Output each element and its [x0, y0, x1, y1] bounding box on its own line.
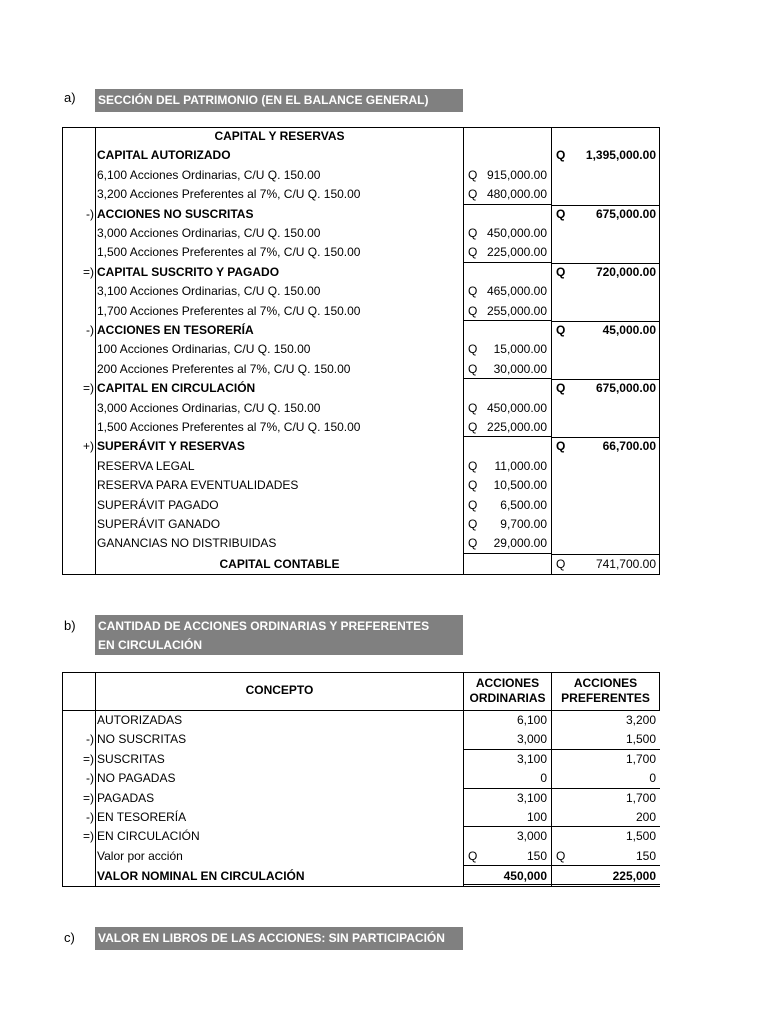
equity-row	[62, 205, 660, 224]
equity-row-amount: 10,500.00	[493, 478, 547, 493]
equity-row-label: 1,500 Acciones Preferentes al 7%, C/U Q. 150.00	[97, 245, 361, 260]
equity-row-operator	[62, 515, 94, 534]
equity-row-label: SUPERÁVIT GANADO	[97, 517, 221, 531]
section-c-label: c)	[64, 930, 75, 945]
equity-row-amount: 15,000.00	[493, 342, 547, 357]
equity-row-total	[552, 496, 656, 515]
equity-row-total: 66,700.00	[602, 439, 656, 454]
equity-row-amount: 255,000.00	[486, 303, 547, 318]
shares-row	[62, 847, 660, 866]
shares-row-operator: =)	[82, 751, 94, 766]
equity-row-currency: Q	[468, 420, 478, 434]
shares-col-ordinarias-line1: ACCIONES	[475, 676, 540, 690]
shares-table	[62, 672, 660, 888]
equity-row	[62, 476, 660, 495]
shares-row	[62, 769, 660, 788]
equity-row-label: 3,000 Acciones Ordinarias, C/U Q. 150.00	[97, 226, 321, 240]
shares-row-preferentes: 0	[649, 771, 656, 786]
equity-row-total	[552, 302, 656, 321]
equity-row-operator	[62, 340, 94, 359]
equity-row-currency: Q	[468, 361, 478, 376]
equity-row-operator: -)	[86, 206, 94, 221]
equity-row	[62, 418, 660, 437]
equity-row-currency: Q	[468, 478, 478, 493]
equity-row	[62, 224, 660, 243]
equity-row-label: 1,500 Acciones Preferentes al 7%, C/U Q. 150.00	[97, 420, 361, 434]
shares-row-ordinarias: 3,100	[516, 751, 547, 766]
equity-row-amount: 480,000.00	[486, 187, 547, 202]
equity-row-total	[552, 243, 656, 262]
shares-row-preferentes: 1,500	[625, 829, 656, 844]
shares-row-operator: -)	[86, 771, 94, 786]
equity-row-total	[552, 457, 656, 476]
equity-row-label: 3,000 Acciones Ordinarias, C/U Q. 150.00	[97, 400, 321, 415]
equity-row	[62, 379, 660, 398]
equity-row-currency: Q	[468, 458, 478, 473]
shares-row-preferentes: 1,500	[625, 732, 656, 747]
shares-row-label: NO PAGADAS	[97, 771, 176, 786]
equity-row	[62, 166, 660, 185]
section-b-label: b)	[64, 618, 76, 633]
equity-row-label: ACCIONES EN TESORERÍA	[97, 323, 254, 337]
equity-row-total-currency: Q	[556, 439, 566, 454]
shares-row	[62, 730, 660, 749]
shares-col-ordinarias	[464, 676, 551, 706]
shares-row-ordinarias: 6,100	[516, 713, 547, 727]
equity-row	[62, 243, 660, 262]
equity-row-currency: Q	[468, 284, 478, 299]
equity-row-currency: Q	[468, 400, 478, 415]
equity-row	[62, 534, 660, 553]
equity-row-amount	[463, 205, 547, 224]
shares-row-label: EN TESORERÍA	[97, 810, 187, 824]
equity-row-total	[552, 476, 656, 495]
equity-row-amount: 225,000.00	[486, 245, 547, 260]
equity-row-total-currency: Q	[556, 148, 566, 163]
equity-total-value: 741,700.00	[595, 556, 656, 571]
equity-row-operator	[62, 243, 94, 262]
equity-row	[62, 263, 660, 282]
equity-row-label: CAPITAL EN CIRCULACIÓN	[97, 381, 256, 396]
shares-row-label: SUSCRITAS	[97, 751, 165, 766]
equity-row-currency: Q	[468, 497, 478, 512]
equity-row	[62, 496, 660, 515]
equity-row-operator: =)	[82, 264, 94, 279]
shares-row-preferentes: 150	[635, 848, 656, 863]
equity-row-operator: +)	[82, 439, 94, 454]
equity-row-operator	[62, 185, 94, 204]
equity-row-total	[552, 360, 656, 379]
equity-row-label: SUPERÁVIT PAGADO	[97, 497, 219, 512]
equity-row-operator	[62, 224, 94, 243]
equity-row-label: SUPERÁVIT Y RESERVAS	[97, 439, 245, 454]
equity-row-total	[552, 340, 656, 359]
shares-row-label: Valor por acción	[97, 848, 183, 863]
shares-row	[62, 789, 660, 808]
section-b-title	[95, 615, 463, 655]
section-a-title: SECCIÓN DEL PATRIMONIO (EN EL BALANCE GENERAL)	[95, 89, 463, 112]
equity-row-total	[552, 418, 656, 437]
shares-row	[62, 827, 660, 846]
equity-row-currency: Q	[468, 167, 478, 182]
shares-row	[62, 750, 660, 769]
equity-row-total	[552, 166, 656, 185]
equity-row-total	[552, 534, 656, 553]
section-c-title: VALOR EN LIBROS DE LAS ACCIONES: SIN PARTICIPACIÓN	[95, 927, 463, 950]
equity-row	[62, 457, 660, 476]
shares-col-preferentes	[552, 676, 659, 706]
equity-row-operator	[62, 166, 94, 185]
equity-row-amount: 6,500.00	[500, 497, 547, 512]
equity-row-operator	[62, 457, 94, 476]
equity-row-operator	[62, 282, 94, 301]
equity-row-amount: 29,000.00	[493, 536, 547, 551]
equity-row	[62, 340, 660, 359]
shares-row-operator	[62, 711, 94, 730]
shares-row-label: NO SUSCRITAS	[97, 732, 187, 747]
equity-row-currency: Q	[468, 226, 478, 240]
equity-row-total	[552, 185, 656, 204]
equity-total-currency: Q	[556, 556, 566, 571]
shares-row-preferentes: 1,700	[625, 751, 656, 766]
equity-table	[62, 127, 660, 575]
equity-row-amount: 450,000.00	[486, 226, 547, 240]
section-a-label: a)	[64, 90, 76, 105]
equity-row-operator	[62, 146, 94, 165]
shares-col-preferentes-line1: ACCIONES	[573, 676, 638, 690]
equity-row-label: 200 Acciones Preferentes al 7%, C/U Q. 150.00	[97, 361, 351, 376]
equity-row	[62, 185, 660, 204]
section-b-title-line2: EN CIRCULACIÓN	[98, 638, 202, 652]
equity-row-currency: Q	[468, 342, 478, 357]
equity-row-operator	[62, 418, 94, 437]
equity-row-total	[552, 515, 656, 534]
equity-row-operator	[62, 496, 94, 515]
shares-row-operator: =)	[82, 829, 94, 844]
shares-row-operator: -)	[86, 732, 94, 747]
equity-row	[62, 399, 660, 418]
equity-row-label: 1,700 Acciones Preferentes al 7%, C/U Q. 150.00	[97, 303, 361, 318]
equity-row-label: 3,200 Acciones Preferentes al 7%, C/U Q. 150.00	[97, 187, 361, 202]
shares-row-ordinarias: 3,000	[516, 732, 547, 747]
equity-row-operator	[62, 534, 94, 553]
equity-row-label: RESERVA PARA EVENTUALIDADES	[97, 478, 299, 493]
shares-total-pref: 225,000	[612, 868, 656, 883]
equity-row-total-currency: Q	[556, 264, 566, 279]
shares-col-preferentes-line2: PREFERENTES	[561, 691, 650, 705]
equity-row-operator: -)	[86, 323, 94, 337]
equity-row-amount: 465,000.00	[486, 284, 547, 299]
equity-row-amount: 30,000.00	[493, 361, 547, 376]
shares-row-operator: -)	[86, 810, 94, 824]
equity-row-currency: Q	[468, 187, 478, 202]
equity-row	[62, 515, 660, 534]
shares-total-row	[62, 867, 660, 886]
equity-row	[62, 321, 660, 340]
shares-row-operator: =)	[82, 790, 94, 805]
equity-row-currency: Q	[468, 303, 478, 318]
equity-row-total	[552, 399, 656, 418]
equity-row-amount	[463, 437, 547, 456]
equity-row	[62, 282, 660, 301]
equity-row-label: GANANCIAS NO DISTRIBUIDAS	[97, 536, 277, 551]
equity-row	[62, 302, 660, 321]
shares-row-preferentes: 200	[635, 810, 656, 824]
shares-row	[62, 711, 660, 730]
equity-row-label: 6,100 Acciones Ordinarias, C/U Q. 150.00	[97, 167, 321, 182]
shares-row-preferentes: 3,200	[625, 713, 656, 727]
section-b-title-line1: CANTIDAD DE ACCIONES ORDINARIAS Y PREFERENTES	[98, 619, 430, 633]
equity-row-total: 45,000.00	[602, 323, 656, 337]
equity-row-total: 675,000.00	[595, 206, 656, 221]
shares-row-currency-ord: Q	[468, 848, 478, 863]
shares-row	[62, 808, 660, 827]
equity-row-operator: =)	[82, 381, 94, 396]
shares-total-label: VALOR NOMINAL EN CIRCULACIÓN	[97, 868, 305, 883]
equity-row-label: 100 Acciones Ordinarias, C/U Q. 150.00	[97, 342, 311, 357]
shares-row-ordinarias: 3,000	[516, 829, 547, 844]
equity-row-total-currency: Q	[556, 206, 566, 221]
equity-row-total: 720,000.00	[595, 264, 656, 279]
equity-total-row	[62, 555, 660, 574]
shares-row-operator	[62, 847, 94, 866]
equity-row-total-currency: Q	[556, 381, 566, 396]
equity-row	[62, 437, 660, 456]
equity-row-label: CAPITAL SUSCRITO Y PAGADO	[97, 264, 280, 279]
equity-row-total-currency: Q	[556, 323, 566, 337]
equity-row-label: ACCIONES NO SUSCRITAS	[97, 206, 254, 221]
equity-row-operator	[62, 302, 94, 321]
equity-row-operator	[62, 360, 94, 379]
shares-row-preferentes: 1,700	[625, 790, 656, 805]
equity-row-amount	[463, 263, 547, 282]
equity-row-amount	[463, 146, 547, 165]
equity-row-label: RESERVA LEGAL	[97, 458, 195, 473]
shares-row-label: PAGADAS	[97, 790, 155, 805]
equity-row-amount	[463, 321, 547, 340]
equity-row-operator	[62, 399, 94, 418]
equity-total-label: CAPITAL CONTABLE	[219, 556, 340, 571]
equity-row-total: 1,395,000.00	[585, 148, 656, 163]
equity-row-label: CAPITAL AUTORIZADO	[97, 148, 231, 163]
equity-row-total	[552, 282, 656, 301]
equity-row-currency: Q	[468, 536, 478, 551]
equity-row-amount: 915,000.00	[486, 167, 547, 182]
shares-col-concepto: CONCEPTO	[245, 683, 314, 697]
equity-row-label: 3,100 Acciones Ordinarias, C/U Q. 150.00	[97, 284, 321, 299]
equity-row-currency: Q	[468, 245, 478, 260]
equity-row-amount: 225,000.00	[486, 420, 547, 434]
equity-table-header: CAPITAL Y RESERVAS	[214, 129, 345, 143]
equity-row-total	[552, 224, 656, 243]
equity-row-amount	[463, 379, 547, 398]
equity-row-amount: 11,000.00	[494, 458, 547, 473]
shares-row-ordinarias: 0	[540, 771, 547, 786]
shares-row-ordinarias: 150	[526, 848, 547, 863]
equity-row-currency: Q	[468, 517, 478, 531]
equity-row-amount: 9,700.00	[500, 517, 547, 531]
equity-row-amount: 450,000.00	[486, 400, 547, 415]
equity-row	[62, 360, 660, 379]
shares-row-ordinarias: 100	[526, 810, 547, 824]
shares-row-ordinarias: 3,100	[516, 790, 547, 805]
shares-row-currency-pref: Q	[556, 848, 566, 863]
equity-row-total: 675,000.00	[595, 381, 656, 396]
shares-row-label: AUTORIZADAS	[97, 713, 183, 727]
shares-row-label: EN CIRCULACIÓN	[97, 829, 200, 844]
equity-row	[62, 146, 660, 165]
shares-total-ord: 450,000	[503, 868, 547, 883]
equity-row-operator	[62, 476, 94, 495]
shares-col-ordinarias-line2: ORDINARIAS	[469, 691, 546, 705]
